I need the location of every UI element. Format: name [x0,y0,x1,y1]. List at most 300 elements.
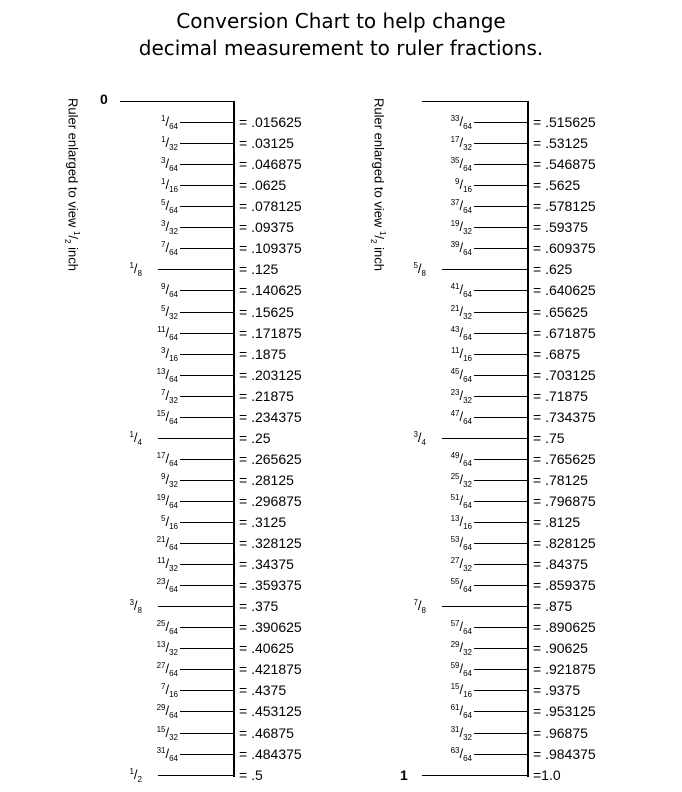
ruler-tick [180,248,233,249]
fraction-label: $^{59}/_{64}$ [450,661,472,679]
fraction-label: $^{47}/_{64}$ [450,408,472,426]
fraction-label: $^{45}/_{64}$ [450,366,472,384]
fraction-label: $^{11}/_{32}$ [157,556,178,574]
fraction-label: $^1/_2$ [129,766,142,784]
fraction-numerator: 3 [129,598,134,608]
decimal-value: = .90625 [533,640,588,657]
fraction-label: $^{19}/_{32}$ [450,219,472,237]
vertical-label-prefix: Ruler enlarged to view [371,98,387,231]
fraction-numerator: 53 [450,535,460,545]
ruler-tick [180,480,233,481]
decimal-value: = .71875 [533,387,588,404]
fraction-label: $^{23}/_{32}$ [450,387,472,405]
decimal-value: = .890625 [533,619,596,636]
fraction-denominator: 64 [463,248,472,258]
ruler-tick [180,522,233,523]
fraction-denominator: 8 [421,269,426,279]
fraction-numerator: 29 [156,703,166,713]
ruler-tick [180,585,233,586]
fraction-numerator: 7 [413,598,418,608]
fraction-numerator: 17 [156,450,166,460]
decimal-value: = .515625 [533,114,596,131]
fraction-numerator: 43 [450,324,460,334]
fraction-denominator: 8 [137,606,142,616]
ruler-tick [180,185,233,186]
fraction-denominator: 32 [463,311,472,321]
fraction-numerator: 41 [450,282,460,292]
decimal-value: = .453125 [239,703,302,720]
decimal-value: = .703125 [533,366,596,383]
ruler-tick [474,312,527,313]
fraction-denominator: 32 [169,732,178,742]
fraction-label: $^{15}/_{16}$ [450,682,472,700]
fraction-denominator: 64 [169,585,178,595]
ruler-tick [180,375,233,376]
fraction-label: $^5/_{64}$ [161,198,178,216]
ruler-tick [158,775,233,776]
fraction-label: 1 [400,766,408,783]
ruler-tick [442,438,527,439]
ruler-tick [442,269,527,270]
fraction-label: $^7/_8$ [413,598,426,616]
ruler-tick [474,396,527,397]
decimal-value: = .875 [533,598,573,615]
fraction-numerator: 39 [450,240,460,250]
fraction-numerator: 3 [161,156,166,166]
fraction-denominator: 32 [463,227,472,237]
fraction-numerator: 23 [450,387,460,397]
fraction-denominator: 32 [169,143,178,153]
ruler-axis-line [527,101,529,777]
fraction-denominator: 64 [169,290,178,300]
fraction-label: $^5/_{32}$ [161,303,178,321]
fraction-numerator: 59 [450,661,460,671]
ruler-tick [180,564,233,565]
ruler-tick [180,711,233,712]
fraction-denominator: 32 [463,395,472,405]
fraction-label: $^{13}/_{16}$ [450,514,472,531]
decimal-value: = .046875 [239,156,302,173]
fraction-numerator: 1 [161,114,166,124]
ruler-tick [474,501,527,502]
ruler-tick [180,690,233,691]
fraction-numerator: 9 [455,177,460,187]
ruler-tick [180,501,233,502]
fraction-denominator: 32 [169,227,178,237]
fraction-label: $^{25}/_{64}$ [156,619,178,637]
decimal-value: = .40625 [239,640,294,657]
fraction-denominator: 64 [463,543,472,553]
fraction-numerator: 29 [450,640,460,650]
decimal-value: = .359375 [239,577,302,594]
decimal-value: = .21875 [239,387,294,404]
vertical-ruler-label: Ruler enlarged to view $^1/_2$ inch [369,98,387,271]
fraction-label: $^3/_{64}$ [161,156,178,174]
fraction-numerator: 9 [161,282,166,292]
ruler-tick [180,164,233,165]
fraction-label: $^{13}/_{32}$ [156,640,178,658]
ruler-tick [474,690,527,691]
fraction-label: $^7/_{64}$ [161,240,178,258]
fraction-denominator: 64 [463,206,472,216]
decimal-value: = .390625 [239,619,302,636]
fraction-denominator: 32 [463,143,472,153]
fraction-denominator: 16 [463,690,472,700]
ruler-tick [474,627,527,628]
fraction-denominator: 32 [463,564,472,574]
fraction-label: $^3/_{16}$ [161,345,178,363]
decimal-value: = .640625 [533,282,596,299]
vertical-ruler-label: Ruler enlarged to view $^1/_2$ inch [63,98,81,271]
fraction-numerator: 5 [161,303,166,313]
fraction-label: $^{49}/_{64}$ [450,450,472,468]
fraction-denominator: 32 [463,479,472,489]
fraction-denominator: 64 [169,206,178,216]
fraction-denominator: 64 [169,711,178,721]
fraction-numerator: 11 [451,345,460,355]
decimal-value: = .5625 [533,177,581,194]
fraction-numerator: 1 [161,177,166,187]
fraction-label: $^{31}/_{64}$ [156,745,178,763]
decimal-value: = .171875 [239,324,302,341]
fraction-label: $^{15}/_{64}$ [156,408,178,426]
ruler-tick [180,227,233,228]
fraction-denominator: 32 [169,479,178,489]
fraction-label: $^1/_{64}$ [161,114,178,132]
ruler-tick [158,269,233,270]
ruler-tick [158,606,233,607]
ruler-tick [180,417,233,418]
decimal-value: = .234375 [239,408,302,425]
fraction-label: $^{63}/_{64}$ [450,745,472,763]
fraction-denominator: 64 [169,627,178,637]
ruler-tick [180,143,233,144]
fraction-label: $^{29}/_{64}$ [156,703,178,721]
fraction-denominator: 64 [463,500,472,510]
ruler-tick [180,354,233,355]
ruler-tick [180,206,233,207]
fraction-denominator: 64 [463,416,472,426]
decimal-value: = .109375 [239,240,302,257]
ruler-tick [180,648,233,649]
fraction-denominator: 64 [169,543,178,553]
fraction-label: $^{25}/_{32}$ [450,471,472,489]
fraction-denominator: 16 [463,353,472,363]
ruler-tick [474,711,527,712]
fraction-numerator: 11 [157,324,166,334]
fraction-label: $^{11}/_{16}$ [451,345,472,363]
ruler-tick [474,543,527,544]
fraction-denominator: 64 [463,627,472,637]
ruler-tick [474,480,527,481]
fraction-numerator: 1 [129,766,134,776]
ruler-tick [474,733,527,734]
decimal-value: = .546875 [533,156,596,173]
ruler-tick [474,164,527,165]
fraction-denominator: 64 [463,711,472,721]
fraction-label: $^{29}/_{32}$ [450,640,472,658]
fraction-label: $^{23}/_{64}$ [156,577,178,595]
ruler-tick [180,459,233,460]
ruler-tick [474,459,527,460]
fraction-denominator: 4 [137,437,142,447]
fraction-denominator: 16 [169,185,178,195]
fraction-label: $^7/_{16}$ [161,682,178,700]
fraction-denominator: 64 [463,332,472,342]
fraction-denominator: 2 [137,774,142,784]
fraction-denominator: 64 [169,164,178,174]
ruler-tick [474,206,527,207]
ruler-tick [474,143,527,144]
fraction-label: $^{39}/_{64}$ [450,240,472,258]
decimal-value: = .09375 [239,219,294,236]
decimal-value: = .15625 [239,303,294,320]
fraction-numerator: 21 [156,535,166,545]
fraction-denominator: 64 [169,416,178,426]
decimal-value: = .4375 [239,682,287,699]
decimal-value: = .609375 [533,240,596,257]
ruler-tick [180,543,233,544]
fraction-numerator: 15 [450,682,460,692]
fraction-denominator: 64 [169,122,178,132]
fraction-denominator: 16 [463,522,472,531]
fraction-label: $^{57}/_{64}$ [450,619,472,637]
ruler-tick [180,627,233,628]
decimal-value: = .6875 [533,345,581,362]
ruler-tick [474,333,527,334]
decimal-value: = .296875 [239,492,302,509]
ruler-tick [474,185,527,186]
fraction-numerator: 13 [156,640,166,650]
fraction-label: $^{17}/_{64}$ [156,450,178,468]
decimal-value: = .578125 [533,198,596,215]
fraction-label: $^{41}/_{64}$ [450,282,472,300]
fraction-label: $^9/_{16}$ [455,177,472,195]
ruler-tick [474,669,527,670]
fraction-denominator: 64 [463,669,472,679]
fraction-numerator: 5 [161,514,166,523]
ruler-tick [474,354,527,355]
decimal-value: = .265625 [239,450,302,467]
ruler-tick [474,564,527,565]
decimal-value: = .96875 [533,724,588,741]
fraction-numerator: 3 [161,219,166,229]
ruler-start-label: 0 [100,91,108,107]
fraction-label: $^7/_{32}$ [161,387,178,405]
fraction-numerator: 61 [450,703,460,713]
fraction-numerator: 3 [161,345,166,355]
fraction-label: $^{35}/_{64}$ [450,156,472,174]
decimal-value: = .46875 [239,724,294,741]
decimal-value: = .25 [239,429,271,446]
vertical-label-suffix: inch [65,243,81,271]
fraction-denominator: 64 [169,332,178,342]
fraction-denominator: 8 [137,269,142,279]
fraction-numerator: 25 [156,619,166,629]
fraction-numerator: 5 [413,261,418,271]
vertical-label-denominator: 2 [63,239,73,244]
ruler-tick [474,227,527,228]
fraction-label: $^3/_8$ [129,598,142,616]
fraction-numerator: 21 [450,303,460,313]
fraction-label: $^{11}/_{64}$ [157,324,178,342]
fraction-numerator: 49 [450,450,460,460]
ruler-tick [474,375,527,376]
ruler-tick [474,522,527,523]
fraction-label: $^{51}/_{64}$ [450,492,472,510]
decimal-value: = .484375 [239,745,302,762]
decimal-value: = .53125 [533,135,588,152]
fraction-numerator: 3 [413,429,418,439]
fraction-denominator: 16 [169,690,178,700]
fraction-numerator: 63 [450,745,460,755]
fraction-numerator: 7 [161,240,166,250]
ruler-tick [474,122,527,123]
fraction-numerator: 51 [450,492,460,502]
fraction-label: $^{27}/_{32}$ [450,556,472,574]
fraction-denominator: 64 [169,248,178,258]
fraction-label: $^{13}/_{64}$ [156,366,178,384]
decimal-value: = .34375 [239,556,294,573]
fraction-denominator: 64 [463,458,472,468]
fraction-label: $^9/_{64}$ [161,282,178,300]
fraction-denominator: 16 [169,353,178,363]
fraction-label: $^1/_4$ [129,429,142,447]
fraction-numerator: 1 [129,429,134,439]
fraction-denominator: 8 [421,606,426,616]
fraction-label: $^{61}/_{64}$ [450,703,472,721]
fraction-denominator: 32 [169,648,178,658]
fraction-label: $^{21}/_{32}$ [450,303,472,321]
fraction-numerator: 27 [450,556,460,566]
fraction-label: $^1/_{32}$ [161,135,178,153]
ruler-tick [422,775,527,776]
decimal-value: = .75 [533,429,565,446]
fraction-label: $^{15}/_{32}$ [156,724,178,742]
ruler-tick [180,733,233,734]
fraction-numerator: 7 [161,682,166,692]
decimal-value: = .8125 [533,514,581,530]
fraction-numerator: 47 [450,408,460,418]
fraction-denominator: 64 [463,374,472,384]
decimal-value: = .984375 [533,745,596,762]
decimal-value: = .5 [239,766,263,783]
decimal-value: = .375 [239,598,279,615]
fraction-label: $^{55}/_{64}$ [450,577,472,595]
fraction-numerator: 31 [450,724,460,734]
decimal-value: =1.0 [533,766,561,783]
ruler-tick [474,248,527,249]
fraction-denominator: 4 [421,437,426,447]
ruler-axis-line [233,101,235,777]
fraction-denominator: 32 [463,732,472,742]
decimal-value: = .328125 [239,535,302,552]
fraction-denominator: 64 [169,374,178,384]
fraction-denominator: 32 [169,311,178,321]
fraction-numerator: 7 [161,387,166,397]
decimal-value: = .28125 [239,471,294,488]
fraction-numerator: 35 [450,156,460,166]
decimal-value: = .921875 [533,661,596,678]
fraction-numerator: 45 [450,366,460,376]
fraction-numerator: 25 [450,471,460,481]
fraction-label: $^{27}/_{64}$ [156,661,178,679]
decimal-value: = .3125 [239,514,287,530]
vertical-label-prefix: Ruler enlarged to view [65,98,81,231]
fraction-label: $^{33}/_{64}$ [450,114,472,132]
fraction-denominator: 64 [463,122,472,132]
ruler-tick [180,122,233,123]
fraction-denominator: 64 [169,669,178,679]
ruler-tick [180,396,233,397]
fraction-denominator: 64 [463,290,472,300]
decimal-value: = .421875 [239,661,302,678]
fraction-denominator: 32 [169,395,178,405]
ruler-tick [180,333,233,334]
fraction-numerator: 9 [161,471,166,481]
fraction-numerator: 55 [450,577,460,587]
decimal-value: = .953125 [533,703,596,720]
vertical-label-suffix: inch [371,243,387,271]
decimal-value: = .625 [533,261,573,278]
fraction-label: $^9/_{32}$ [161,471,178,489]
ruler-tick [180,290,233,291]
fraction-numerator: 31 [156,745,166,755]
chart-title [0,8,682,62]
ruler-start-tick [120,101,233,102]
fraction-label: $^{43}/_{64}$ [450,324,472,342]
fraction-denominator: 64 [169,458,178,468]
fraction-numerator: 13 [156,366,166,376]
ruler-tick [474,648,527,649]
decimal-value: = .078125 [239,198,302,215]
decimal-value: = .828125 [533,535,596,552]
fraction-denominator: 64 [169,753,178,763]
ruler-tick [474,417,527,418]
fraction-denominator: 32 [463,648,472,658]
fraction-numerator: 13 [450,514,460,523]
ruler-start-tick [422,101,527,102]
fraction-denominator: 64 [463,585,472,595]
decimal-value: = .140625 [239,282,302,299]
vertical-label-numerator: 1 [378,230,387,236]
decimal-value: = .734375 [533,408,596,425]
fraction-numerator: 23 [156,577,166,587]
ruler-tick [180,669,233,670]
fraction-numerator: 37 [450,198,460,208]
title-line-2: decimal measurement to ruler fractions. [138,36,544,60]
fraction-numerator: 19 [156,492,166,502]
fraction-label: $^1/_{16}$ [161,177,178,195]
decimal-value: = .84375 [533,556,588,573]
decimal-value: = .859375 [533,577,596,594]
fraction-label: $^{19}/_{64}$ [156,492,178,510]
ruler-tick [158,438,233,439]
fraction-numerator: 15 [156,724,166,734]
fraction-label: $^{21}/_{64}$ [156,535,178,553]
fraction-numerator: 5 [161,198,166,208]
decimal-value: = .1875 [239,345,287,362]
decimal-value: = .015625 [239,114,302,131]
fraction-label: $^{17}/_{32}$ [450,135,472,153]
fraction-label: $^1/_8$ [129,261,142,279]
fraction-numerator: 17 [450,135,460,145]
decimal-value: = .0625 [239,177,287,194]
fraction-label: $^3/_4$ [413,429,426,447]
fraction-label: $^{31}/_{32}$ [450,724,472,742]
fraction-numerator: 57 [450,619,460,629]
decimal-value: = .765625 [533,450,596,467]
